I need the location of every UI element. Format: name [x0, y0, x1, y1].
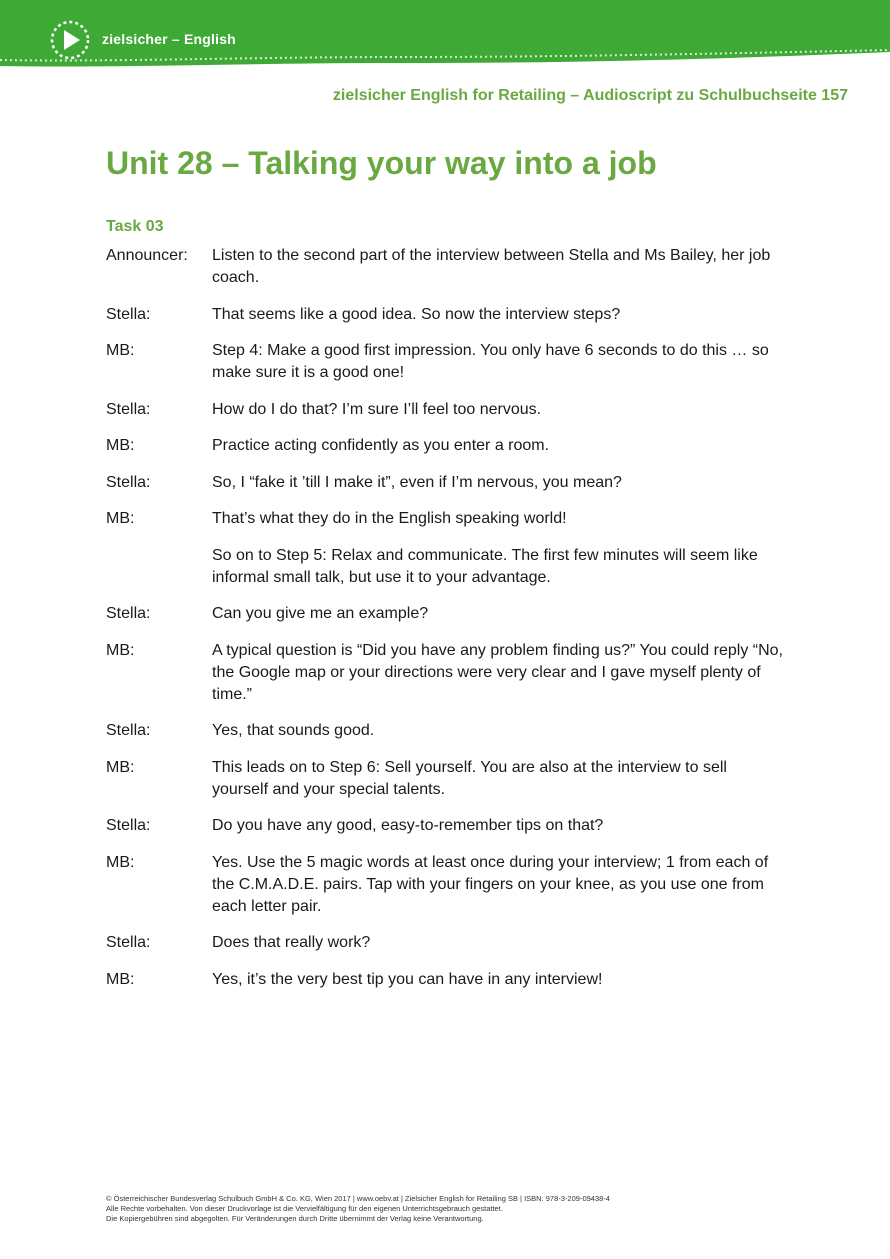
speech-text: So, I “fake it ’till I make it”, even if I’m nervous, you mean? [212, 473, 622, 491]
speaker-label: Stella: [106, 722, 151, 739]
script-line [106, 399, 786, 421]
speech-text: Can you give me an example? [212, 605, 429, 622]
script-line [106, 603, 786, 625]
script-line [106, 545, 786, 589]
speaker-label: Stella: [106, 305, 151, 323]
speaker-label: Stella: [106, 934, 151, 951]
speaker-label: Stella: [106, 400, 151, 418]
speaker-label: Stella: [106, 817, 151, 834]
speech-text: A typical question is “Did you have any problem finding us?” You could reply “No, the Google map or your directions were very clear and I gave myself plenty of time.” [212, 641, 783, 703]
footer-line: © Österreichischer Bundesverlag Schulbuch GmbH & Co. KG, Wien 2017 | www.oebv.at | Zielsicher English for Retailing SB | ISBN: 978-3-209-09438-4 [106, 1194, 610, 1203]
page-title: Unit 28 – Talking your way into a job [106, 145, 657, 181]
speech-text: That’s what they do in the English speaking world! [212, 510, 567, 527]
speaker-label [106, 545, 212, 589]
speaker-label: MB: [106, 437, 135, 454]
script-line [106, 720, 786, 742]
speech-text: So on to Step 5: Relax and communicate. The first few minutes will seem like informal small talk, but use it to your advantage. [212, 546, 758, 586]
speech-text: How do I do that? I’m sure I’ll feel too nervous. [212, 400, 542, 418]
speech-text: Yes. Use the 5 magic words at least once during your interview; 1 from each of the C.M.A.D.E. pairs. Tap with your fingers on your knee, as you use one from each letter pair. [212, 853, 769, 915]
brand-name: zielsicher – English [102, 31, 236, 47]
script-line [106, 340, 786, 384]
footer-line: Die Kopiergebühren sind abgegolten. Für Veränderungen durch Dritte übernimmt der Verlag keine Verantwortung. [106, 1214, 484, 1223]
footer-line: Alle Rechte vorbehalten. Von dieser Druckvorlage ist die Vervielfältigung für den eigenen Unterrichtsgebrauch gestattet. [106, 1204, 503, 1213]
script-line [106, 508, 786, 530]
speaker-label: Announcer: [106, 247, 188, 264]
script-line [106, 757, 786, 801]
speaker-label: Stella: [106, 473, 151, 491]
script-line [106, 304, 786, 326]
running-head: zielsicher English for Retailing – Audioscript zu Schulbuchseite 157 [332, 87, 848, 104]
script-line [106, 969, 786, 991]
speaker-label: MB: [106, 970, 135, 988]
speech-text: Does that really work? [212, 934, 371, 951]
script-line [106, 852, 786, 918]
copyright-footer [106, 1194, 610, 1224]
speaker-label: MB: [106, 510, 135, 527]
header-banner [0, 0, 890, 80]
script-line [106, 640, 786, 706]
speaker-label: MB: [106, 342, 135, 359]
speaker-label: MB: [106, 758, 135, 776]
speaker-label: MB: [106, 641, 135, 659]
script-line [106, 435, 786, 457]
speech-text: Step 4: Make a good first impression. You only have 6 seconds to do this … so make sure it is a good one! [212, 342, 769, 381]
task-label: Task 03 [106, 218, 164, 235]
speech-text: Yes, that sounds good. [212, 722, 375, 739]
script-line [106, 815, 786, 837]
speech-text: Yes, it’s the very best tip you can have in any interview! [212, 970, 603, 988]
speaker-label: MB: [106, 853, 135, 871]
script-line [106, 245, 786, 289]
script-line [106, 472, 786, 494]
speaker-label: Stella: [106, 605, 151, 622]
speech-text: Listen to the second part of the interview between Stella and Ms Bailey, her job coach. [212, 247, 771, 286]
script-line [106, 932, 786, 954]
speech-text: Do you have any good, easy-to-remember tips on that? [212, 817, 604, 834]
audioscript [106, 245, 786, 1005]
speech-text: That seems like a good idea. So now the interview steps? [212, 305, 621, 323]
speech-text: Practice acting confidently as you enter a room. [212, 437, 550, 454]
speech-text: This leads on to Step 6: Sell yourself. You are also at the interview to sell yourself and your special talents. [212, 758, 727, 798]
